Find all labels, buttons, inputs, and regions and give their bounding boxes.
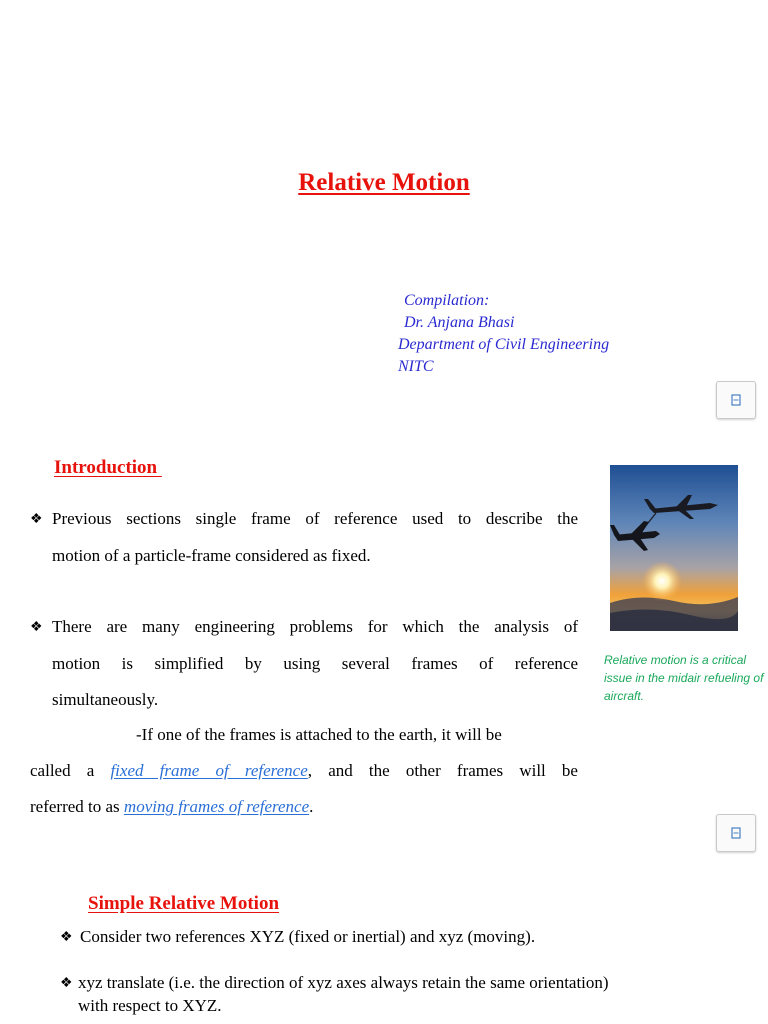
continuation-text: called a — [30, 761, 111, 780]
introduction-heading: Introduction — [54, 457, 162, 478]
intro-continuation — [30, 717, 578, 825]
intro-bullet-1-line-2: motion of a particle-frame considered as fixed. — [52, 546, 371, 565]
simple-motion-bullet-2 — [60, 972, 740, 1017]
moving-frames-link[interactable]: moving frames of reference — [123, 797, 310, 816]
document-icon — [731, 394, 741, 406]
continuation-line-3 — [30, 789, 578, 825]
four-diamond-bullet-icon: ❖ — [30, 620, 43, 635]
aircraft-refueling-photo — [610, 465, 738, 631]
continuation-text: . — [309, 797, 314, 816]
four-diamond-bullet-icon: ❖ — [60, 930, 73, 945]
four-diamond-bullet-icon: ❖ — [60, 976, 73, 991]
image-caption: Relative motion is a critical issue in the midair refueling of aircraft. — [604, 653, 764, 703]
document-icon — [731, 827, 741, 839]
continuation-line-1: -If one of the frames is attached to the earth, it will be — [136, 725, 502, 744]
four-diamond-bullet-icon: ❖ — [30, 512, 43, 527]
intro-bullet-1-line-1: Previous sections single frame of reference used to describe the — [52, 509, 578, 528]
slide-link-button-bottom[interactable] — [716, 814, 756, 852]
intro-bullet-2 — [30, 609, 578, 718]
intro-bullet-1 — [30, 501, 578, 574]
author-name: Dr. Anjana Bhasi — [404, 314, 515, 331]
intro-bullet-2-line-1: There are many engineering problems for which the analysis of — [52, 617, 578, 636]
department-name: Department of Civil Engineering — [398, 336, 610, 353]
page-title: Relative Motion — [298, 169, 470, 196]
continuation-text: referred to as — [30, 797, 124, 816]
continuation-line-2 — [30, 753, 578, 789]
intro-bullet-2-line-3: simultaneously. — [52, 690, 159, 709]
simple-motion-bullet-2-line-1: xyz translate (i.e. the direction of xyz axes always retain the same orientation) — [78, 973, 609, 992]
simple-motion-bullet-1-text: Consider two references XYZ (fixed or inertial) and xyz (moving). — [80, 927, 536, 946]
slide-link-button-top[interactable] — [716, 381, 756, 419]
intro-bullet-2-line-2: motion is simplified by using several frames of reference — [52, 654, 578, 673]
fixed-frame-link[interactable]: fixed frame of reference — [110, 761, 308, 780]
simple-motion-bullet-2-line-2: with respect to XYZ. — [78, 996, 222, 1015]
institution-name: NITC — [398, 358, 434, 375]
compilation-label: Compilation: — [404, 292, 490, 309]
simple-motion-bullet-1 — [60, 926, 740, 949]
simple-relative-motion-heading: Simple Relative Motion — [88, 893, 280, 914]
continuation-text: , and the other frames will be — [307, 761, 578, 780]
compilation-block — [398, 290, 609, 378]
